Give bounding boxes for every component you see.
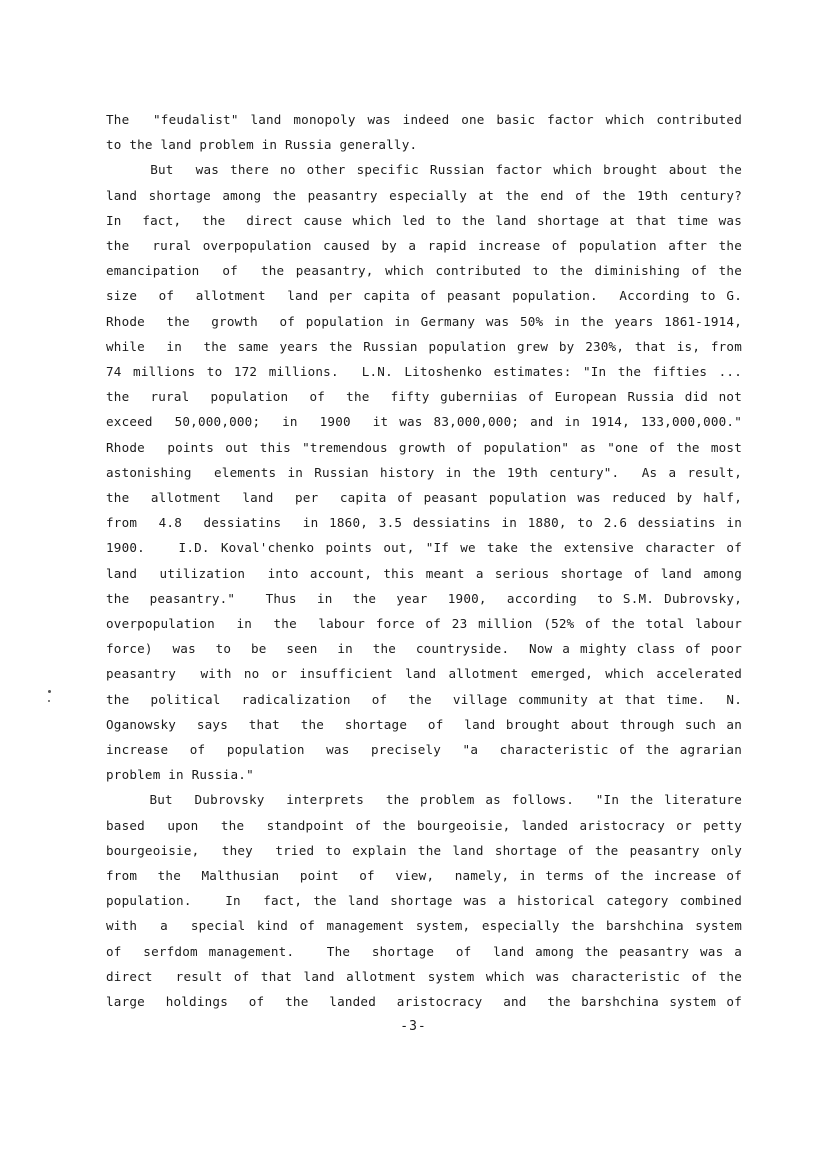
text-line: But Dubrovsky interprets the problem as follows. "In the literature — [106, 792, 742, 808]
page-number: -3- — [400, 1019, 427, 1034]
text-line: the rural overpopulation caused by a rapid increase of population after the — [106, 238, 742, 253]
text-line: peasantry with no or insufficient land allotment emerged, which accelerated — [106, 666, 742, 682]
text-line: large holdings of the landed aristocracy and the barshchina system of — [106, 994, 742, 1009]
text-line: population. In fact, the land shortage was a historical category combined — [106, 893, 742, 909]
text-line: force) was to be seen in the countryside. Now a mighty class of poor — [106, 641, 742, 657]
text-line: bourgeoisie, they tried to explain the land shortage of the peasantry only — [106, 842, 742, 858]
text-line: The "feudalist" land monopoly was indeed one basic factor which contributed — [106, 112, 742, 127]
text-line: increase of population was precisely "a characteristic of the agrarian — [106, 742, 742, 757]
text-line: But was there no other specific Russian factor which brought about the — [106, 162, 742, 178]
text-line: direct result of that land allotment system which was characteristic of the — [106, 968, 742, 984]
text-line: astonishing elements in Russian history in the 19th century". As a result, — [106, 464, 742, 480]
text-line: overpopulation in the labour force of 23 million (52% of the total labour — [106, 616, 742, 631]
text-line: Oganowsky says that the shortage of land brought about through such an — [106, 716, 742, 732]
scan-speck — [48, 700, 50, 702]
text-line: the peasantry." Thus in the year 1900, according to S.M. Dubrovsky, — [106, 590, 742, 606]
text-line: based upon the standpoint of the bourgeoisie, landed aristocracy or petty — [106, 817, 742, 833]
text-line: of serfdom management. The shortage of land among the peasantry was a — [106, 943, 742, 959]
text-line: with a special kind of management system, especially the barshchina system — [106, 918, 742, 934]
text-line: to the land problem in Russia generally. — [106, 137, 418, 153]
text-line: exceed 50,000,000; in 1900 it was 83,000,000; and in 1914, 133,000,000." — [106, 414, 742, 430]
text-line: emancipation of the peasantry, which contributed to the diminishing of the — [106, 263, 742, 279]
text-line: In fact, the direct cause which led to the land shortage at that time was — [106, 212, 742, 228]
text-line: size of allotment land per capita of peasant population. According to G. — [106, 288, 742, 304]
text-line: the political radicalization of the village community at that time. N. — [106, 691, 742, 707]
text-line: land utilization into account, this meant a serious shortage of land among — [106, 565, 742, 581]
text-line: 74 millions to 172 millions. L.N. Litoshenko estimates: "In the fifties ... — [106, 364, 742, 379]
text-line: Rhode points out this "tremendous growth of population" as "one of the most — [106, 439, 742, 455]
text-line: land shortage among the peasantry especially at the end of the 19th century? — [106, 187, 742, 203]
text-line: the rural population of the fifty guberniias of European Russia did not — [106, 389, 742, 405]
text-line: while in the same years the Russian population grew by 230%, that is, from — [106, 338, 742, 354]
text-line: from the Malthusian point of view, namely, in terms of the increase of — [106, 868, 742, 883]
scan-speck — [48, 690, 51, 693]
text-line: problem in Russia." — [106, 767, 254, 783]
text-line: from 4.8 dessiatins in 1860, 3.5 dessiatins in 1880, to 2.6 dessiatins in — [106, 515, 742, 531]
text-line: 1900. I.D. Koval'chenko points out, "If we take the extensive character of — [106, 540, 742, 556]
text-line: the allotment land per capita of peasant population was reduced by half, — [106, 490, 742, 505]
text-line: Rhode the growth of population in Germany was 50% in the years 1861-1914, — [106, 313, 742, 329]
